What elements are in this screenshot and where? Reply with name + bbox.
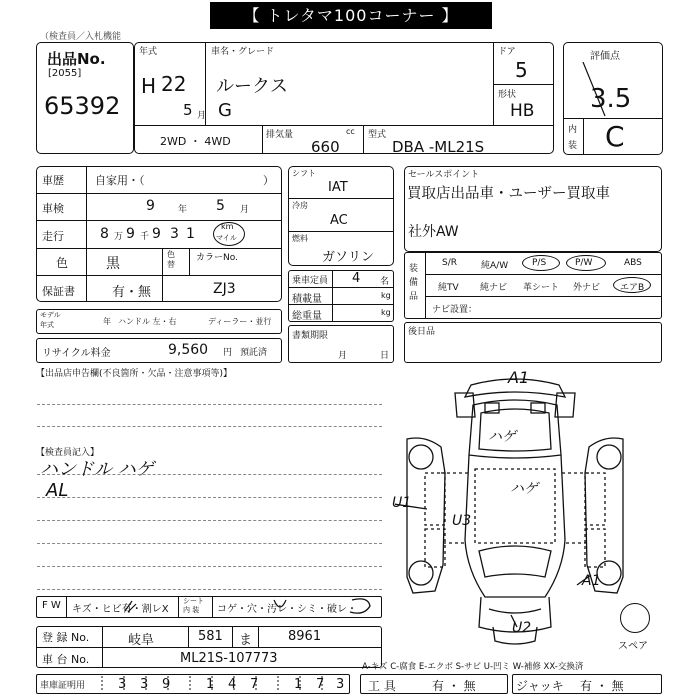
sales-line-2: 社外AW (408, 224, 459, 240)
diagram-hage-top: ハゲ (488, 429, 516, 445)
history-value: 自家用・（ (95, 174, 145, 187)
registration-region: 岐阜 (128, 633, 155, 648)
diagram-u1-left: U1 (392, 495, 412, 511)
model-year-label-top: モデル (40, 311, 61, 319)
year-era: H (141, 74, 157, 98)
damage-legend: A-キズ C-腐食 E-エクボ S-サビ U-凹ミ W-補修 XX-交換済 (362, 662, 584, 672)
fw-handwritten-marks (120, 596, 380, 618)
recycle-deposit: 預託済 (240, 348, 268, 358)
mileage-digit-5: 1 (186, 226, 195, 242)
mileage-digit-4: 3 (170, 226, 179, 242)
model-name: ルークス (216, 76, 288, 97)
diagram-u3-center: U3 (452, 513, 472, 529)
year-month: 5 (183, 101, 193, 119)
equip-juntv: 純TV (438, 283, 459, 293)
shape-label: 形状 (498, 90, 517, 100)
mileage-unit-km: km (221, 222, 234, 231)
diagram-u2-bottom: U2 (512, 620, 532, 636)
capacity-value: 4 (352, 271, 361, 286)
displacement-label: 排気量 (266, 130, 294, 140)
inspection-year: 9 (146, 198, 155, 214)
mileage-man: 8 (100, 226, 109, 242)
car-damage-diagram (395, 365, 635, 657)
score-value: 3.5 (590, 84, 632, 114)
diagram-hage-center: ハゲ (510, 481, 538, 497)
cert-digit-2: 3 (140, 677, 149, 692)
equip-ps: P/S (532, 258, 547, 268)
cooling-label: 冷房 (292, 201, 308, 210)
seat-items: コゲ・穴・汚レ・シミ・破レ・ (217, 604, 357, 615)
mileage-label: 走行 (42, 230, 64, 243)
equipment-label: 装備品 (409, 264, 419, 302)
certificate-dividers (92, 674, 350, 694)
fuel-label: 燃料 (292, 234, 308, 243)
lot-code: [2055] (48, 68, 82, 79)
color-code-value: ZJ3 (213, 281, 236, 297)
equip-abs: ABS (624, 258, 642, 268)
equip-pw: P/W (575, 258, 593, 268)
doc-expiry-label: 書類期限 (292, 331, 329, 341)
history-label: 車歴 (42, 174, 64, 187)
cooling-value: AC (330, 213, 348, 228)
equip-navi-install: ナビ設置： (432, 305, 478, 315)
chassis-value: ML21S-107773 (180, 651, 278, 666)
cert-digit-3: 9 (162, 677, 171, 692)
after-day-box (404, 322, 662, 363)
doors-value: 5 (515, 58, 528, 82)
shift-value: IAT (328, 180, 348, 195)
fw-label: F W (42, 600, 61, 611)
registration-label: 登 録 No. (42, 631, 90, 644)
doors-label: ドア (498, 47, 516, 57)
history-close: ） (263, 174, 274, 187)
gross-weight-unit: kg (381, 308, 391, 317)
gross-weight-label: 総重量 (292, 311, 322, 322)
inspector-note-1: ハンドル ハゲ (40, 459, 154, 480)
jack-value: 有 ・ 無 (580, 679, 624, 693)
sales-label: セールスポイント (408, 170, 480, 180)
equip-airbag: エアB (620, 283, 645, 293)
model-label: 車名・グレード (211, 47, 275, 57)
color-code-label: カラーNo. (196, 253, 238, 263)
model-year-handle: ハンドル 左・右 (118, 317, 177, 326)
warranty-value: 有・無 (112, 285, 152, 300)
color-change-label: 色替 (167, 250, 175, 269)
cert-digit-6: 7 (250, 677, 259, 692)
fw-items: キズ・ヒビ有・割レX (72, 604, 169, 615)
mileage-unit-mile: マイル (216, 234, 237, 242)
drive-type: 2WD ・ 4WD (160, 135, 231, 148)
recycle-unit: 円 (223, 348, 233, 358)
recycle-value: 9,560 (168, 342, 209, 358)
tools-value: 有 ・ 無 (432, 679, 476, 693)
mileage-digit-2: 千 (140, 232, 150, 242)
chassis-label: 車 台 No. (42, 653, 90, 666)
inspector-note-2: AL (46, 480, 69, 501)
interior-value: C (605, 120, 625, 153)
mileage-man-unit: 万 (114, 232, 124, 242)
equip-leather: 革シート (523, 283, 560, 293)
recycle-label: リサイクル料金 (42, 348, 111, 359)
color-label: 色 (56, 256, 69, 270)
cert-digit-7: 1 (294, 677, 303, 692)
capacity-label: 乗車定員 (292, 276, 329, 286)
registration-number: 8961 (288, 629, 322, 644)
inspection-label: 車検 (42, 202, 64, 215)
diagram-a1-right: A1 (582, 573, 601, 589)
displacement-unit: cc (346, 127, 355, 136)
registration-class: 581 (198, 629, 223, 644)
seat-label: シート内 装 (183, 597, 204, 614)
banner-title: 【 トレタマ100コーナー 】 (210, 2, 492, 29)
equip-junaw: 純A/W (481, 261, 509, 271)
lot-number: 65392 (44, 92, 121, 120)
cert-digit-8: 7 (316, 677, 325, 692)
tools-label: 工 具 (368, 679, 396, 693)
model-year-label-bottom: 年式 (40, 321, 54, 329)
after-day-label: 後日品 (408, 327, 436, 337)
cert-digit-9: 3 (336, 677, 345, 692)
model-year-unit: 年 (103, 317, 111, 326)
diagram-a1-top: A1 (508, 368, 530, 387)
mileage-digit-1: 9 (126, 226, 135, 242)
cert-digit-4: 1 (206, 677, 215, 692)
equip-extnavi: 外ナビ (573, 283, 601, 293)
declaration-label: 【出品店申告欄(不良箇所・欠品・注意事項等)】 (36, 369, 233, 379)
fuel-value: ガソリン (322, 250, 375, 265)
load-label: 積載量 (292, 294, 322, 305)
year-label: 年式 (139, 47, 158, 57)
equip-sr: S/R (442, 258, 457, 268)
mileage-digit-3: 9 (152, 226, 161, 242)
color-value: 黒 (106, 256, 120, 272)
inspector-label: 【検査員記入】 (36, 448, 100, 458)
capacity-unit: 名 (380, 277, 390, 287)
lot-label: 出品No. (47, 50, 106, 68)
type-value: DBA -ML21S (392, 138, 485, 156)
interior-label-top: 内 (568, 125, 578, 135)
displacement-value: 660 (311, 138, 340, 156)
warranty-label: 保証書 (42, 285, 75, 298)
inspection-year-unit: 年 (178, 205, 188, 215)
registration-kana: ま (239, 633, 253, 648)
interior-label-bottom: 装 (568, 141, 578, 151)
inspection-month: 5 (216, 198, 225, 214)
cert-digit-5: 4 (228, 677, 237, 692)
shift-label: シフト (292, 169, 316, 178)
spare-label: スペア (618, 641, 648, 652)
score-label: 評価点 (590, 51, 620, 62)
top-note: （検査員／入札機能 (40, 32, 122, 42)
type-label: 型式 (368, 130, 387, 140)
equip-junnavi: 純ナビ (480, 283, 508, 293)
jack-label: ジャッキ (516, 679, 564, 693)
year-value: 22 (161, 72, 187, 96)
load-unit: kg (381, 291, 391, 300)
sales-line-1: 買取店出品車・ユーザー買取車 (407, 186, 610, 202)
certificate-label: 車庫証明用 (40, 681, 86, 691)
cert-digit-1: 3 (118, 677, 127, 692)
model-year-dealer: ディーラー・並行 (208, 317, 272, 326)
inspection-month-unit: 月 (240, 205, 250, 215)
shape-value: HB (510, 101, 535, 121)
year-month-unit: 月 (197, 111, 207, 121)
doc-expiry-day: 日 (380, 351, 390, 361)
doc-expiry-month: 月 (338, 351, 348, 361)
model-grade: G (218, 100, 232, 121)
